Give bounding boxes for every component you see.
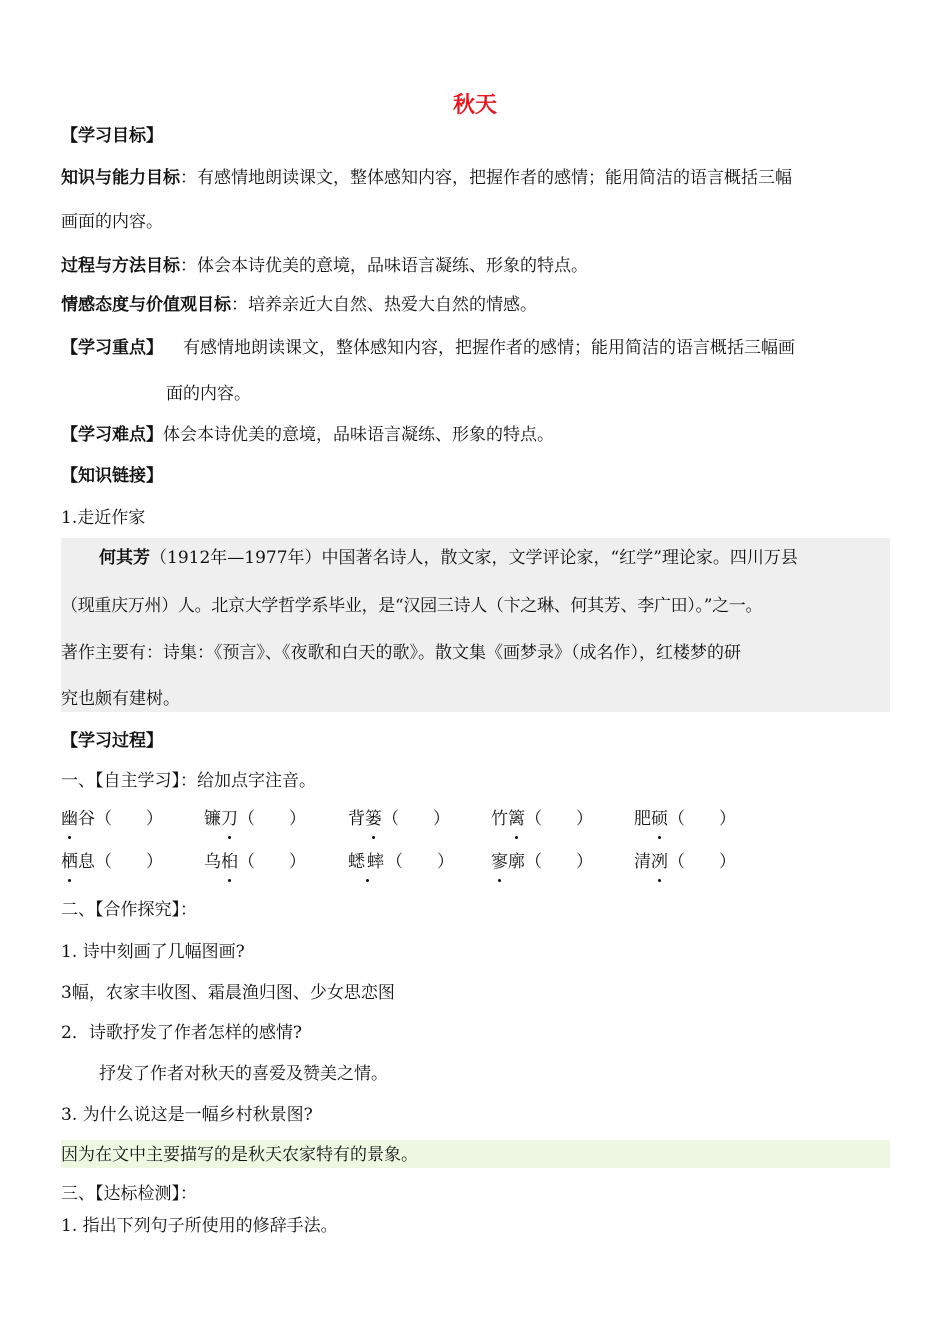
author-bio-line-4: 究也颇有建树。 [61, 689, 180, 709]
key-points-text: 有感情地朗读课文，整体感知内容，把握作者的感情；能用简洁的语言概括三幅画 [183, 338, 795, 358]
self-study-title: 一、【自主学习】：给加点字注音。 [61, 771, 316, 791]
answer-1: 3幅，农家丰收图、霜晨渔归图、少女思恋图 [61, 983, 395, 1003]
knowledge-objective [61, 166, 792, 190]
knowledge-link-heading: 【知识链接】 [61, 466, 163, 486]
difficulties-heading: 【学习难点】 [61, 425, 163, 445]
pinyin-word: 清冽（ ） [634, 849, 736, 875]
pinyin-word: 竹篱（ ） [491, 806, 593, 832]
emotion-objective-label: 情感态度与价值观目标 [61, 295, 231, 315]
answer-2: 抒发了作者对秋天的喜爱及赞美之情。 [99, 1064, 388, 1084]
pinyin-word: 背篓（ ） [348, 806, 450, 832]
process-objective-text: ：体会本诗优美的意境，品味语言凝练、形象的特点。 [180, 256, 588, 276]
emotion-objective-text: ：培养亲近大自然、热爱大自然的情感。 [231, 295, 537, 315]
emotion-objective [61, 293, 537, 317]
pinyin-word: 镰刀（ ） [204, 806, 306, 832]
knowledge-objective-cont: 画面的内容。 [61, 212, 163, 232]
key-points-heading: 【学习重点】 [61, 338, 163, 358]
pinyin-word: 肥硕（ ） [634, 806, 736, 832]
pinyin-word: 栖息（ ） [61, 849, 163, 875]
answer-3: 因为在文中主要描写的是秋天农家特有的景象。 [61, 1145, 418, 1165]
author-bio-text-1: （1912年—1977年）中国著名诗人，散文家，文学评论家，“红学”理论家。四川万县 [150, 548, 798, 568]
pinyin-word: 蟋蟀（ ） [348, 849, 454, 875]
page-title: 秋天 [452, 93, 497, 118]
difficulties [61, 423, 554, 447]
question-2: 2．诗歌抒发了作者怎样的感情? [61, 1023, 302, 1043]
knowledge-objective-label: 知识与能力目标 [61, 168, 180, 188]
question-1: 1. 诗中刻画了几幅图画? [61, 942, 245, 962]
author-bio-line-2: （现重庆万州）人。北京大学哲学系毕业，是“汉园三诗人（卞之琳、何其芳、李广田）。”之一。 [61, 596, 763, 616]
process-heading: 【学习过程】 [61, 731, 163, 751]
process-objective [61, 254, 588, 278]
knowledge-link-subheading: 1.走近作家 [61, 508, 146, 528]
cooperation-title: 二、【合作探究】： [61, 900, 197, 920]
question-4: 1. 指出下列句子所使用的修辞手法。 [61, 1216, 338, 1236]
pinyin-word: 乌桕（ ） [204, 849, 306, 875]
author-name: 何其芳 [99, 548, 150, 568]
process-objective-label: 过程与方法目标 [61, 256, 180, 276]
test-title: 三、【达标检测】： [61, 1184, 197, 1204]
difficulties-text: 体会本诗优美的意境，品味语言凝练、形象的特点。 [163, 425, 554, 445]
author-bio-line-3: 著作主要有：诗集：《预言》、《夜歌和白天的歌》。散文集《画梦录》（成名作），红楼梦的研 [61, 643, 741, 663]
pinyin-word: 寥廓（ ） [491, 849, 593, 875]
key-points [61, 336, 795, 360]
objectives-heading: 【学习目标】 [61, 126, 163, 146]
author-bio-line-1 [99, 546, 798, 570]
pinyin-word: 幽谷（ ） [61, 806, 163, 832]
knowledge-objective-text: ：有感情地朗读课文，整体感知内容，把握作者的感情；能用简洁的语言概括三幅 [180, 168, 792, 188]
key-points-cont: 面的内容。 [166, 384, 251, 404]
question-3: 3. 为什么说这是一幅乡村秋景图? [61, 1105, 313, 1125]
